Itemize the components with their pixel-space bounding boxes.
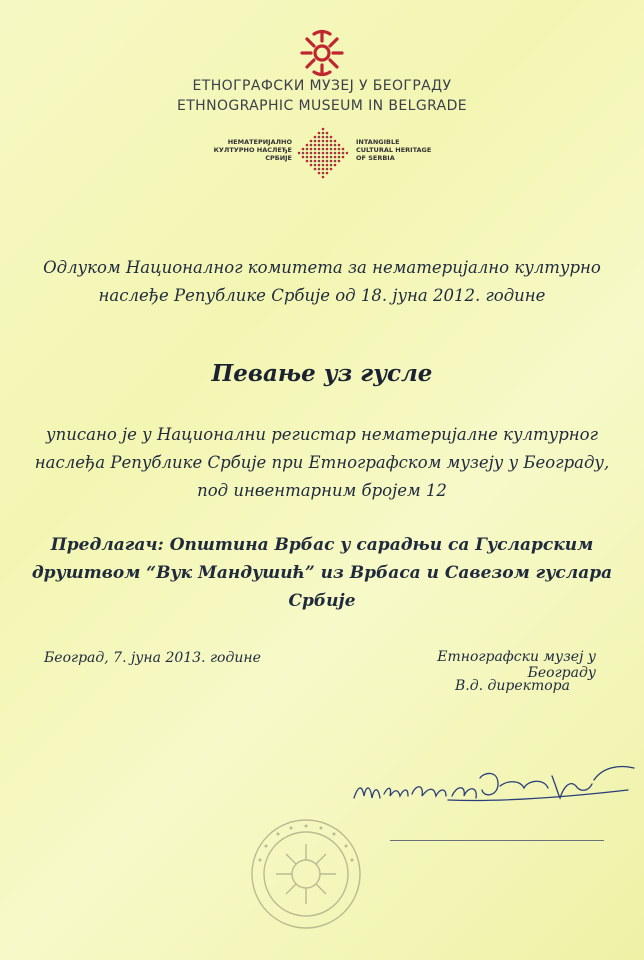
diamond-dots-icon [298, 124, 348, 182]
ich-label-line: INTANGIBLE [356, 138, 400, 146]
paragraph-line: под инвентарним бројем 12 [197, 481, 447, 500]
ich-label-line: OF SERBIA [356, 154, 395, 162]
paragraph-line: уписано је у Национални регистар нематеријалне културног [46, 425, 598, 444]
paragraph-line: Србије [288, 591, 356, 611]
ich-label-cyrillic [192, 138, 292, 162]
paragraph-line: Одлуком Националног комитета за нематеријално културно [43, 258, 601, 277]
paragraph-line: наслеђа Републике Србије при Етнографском музеју у Београду, [34, 453, 610, 472]
registration-paragraph [0, 421, 644, 505]
paragraph-line: Предлагач: Општина Врбас у сарадњи са Гусларским [50, 535, 594, 555]
ich-emblem-block [190, 124, 460, 188]
paragraph-line: наслеђе Републике Србије од 18. јуна 2012. године [98, 286, 546, 305]
place-and-date: Београд, 7. јуна 2013. године [44, 650, 261, 666]
proposer-paragraph [0, 531, 644, 615]
handwritten-signature [348, 756, 638, 816]
ich-label-line: НЕМАТЕРИЈАЛНО [227, 138, 292, 146]
museum-logo-icon [294, 28, 350, 78]
element-title: Певање уз гусле [211, 360, 433, 387]
museum-seal-icon [246, 814, 366, 934]
ich-label-line: КУЛТУРНО НАСЛЕЂЕ [213, 146, 292, 154]
signatory-role: В.д. директора [454, 678, 570, 694]
ich-label-line: СРБИЈЕ [265, 154, 292, 162]
paragraph-line: друштвом “Вук Мандушић” из Врбаса и Савезом гуслара [31, 563, 613, 583]
museum-name-latin: ETHNOGRAPHIC MUSEUM IN BELGRADE [176, 98, 468, 114]
signature-line [390, 840, 604, 841]
decision-paragraph [0, 254, 644, 310]
issuing-organization: Етнографски музеј у Београду [437, 649, 596, 681]
museum-name-cyrillic: ЕТНОГРАФСКИ МУЗЕЈ У БЕОГРАДУ [192, 78, 452, 94]
ich-label-line: CULTURAL HERITAGE [356, 146, 432, 154]
ich-label-latin [356, 138, 456, 162]
